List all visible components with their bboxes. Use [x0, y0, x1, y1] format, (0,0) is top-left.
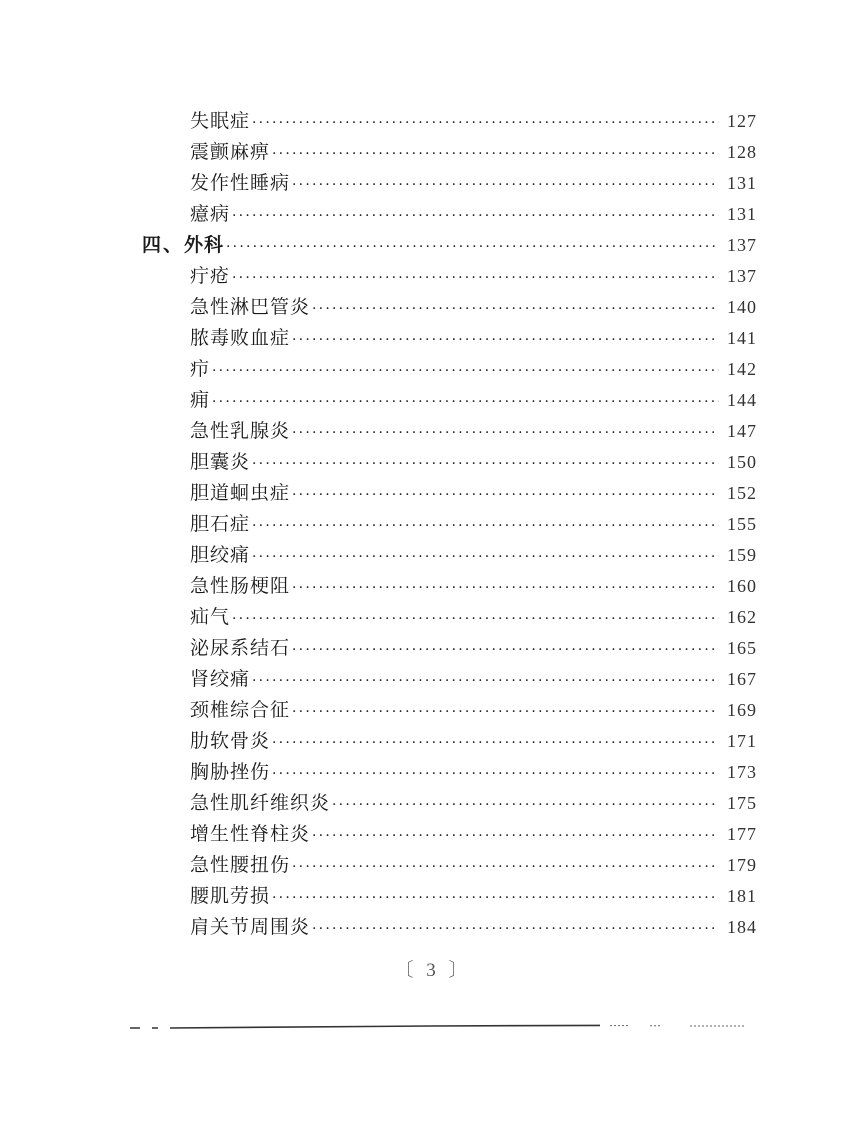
toc-entry	[142, 199, 757, 230]
toc-entry	[142, 354, 757, 385]
toc-section-title: 外科	[184, 234, 225, 256]
toc-entry-page: 173	[727, 762, 757, 782]
dot-leader	[292, 480, 719, 511]
toc-entry	[142, 788, 757, 819]
toc-entry-page: 131	[727, 204, 757, 224]
toc-entry-page: 137	[727, 266, 757, 286]
dot-leader	[292, 170, 719, 201]
toc-entry-title: 癔病	[190, 203, 231, 225]
toc-entry-page: 142	[727, 359, 757, 379]
toc-entry-page: 167	[727, 669, 757, 689]
toc-entry-title: 胆石症	[190, 513, 251, 535]
toc-entry-page: 160	[727, 576, 757, 596]
dot-leader	[252, 449, 719, 480]
toc-entry-title: 肾绞痛	[190, 668, 251, 690]
dot-leader	[232, 201, 719, 232]
dot-leader	[272, 883, 719, 914]
toc-entry-page: 162	[727, 607, 757, 627]
toc-entry	[142, 726, 757, 757]
toc-entry	[142, 137, 757, 168]
toc-entry-page: 144	[727, 390, 757, 410]
toc-entry	[142, 509, 757, 540]
toc-entry-title: 急性肠梗阻	[190, 575, 291, 597]
toc-entry-page: 137	[727, 235, 757, 255]
dot-leader	[226, 232, 719, 263]
toc-entry	[142, 385, 757, 416]
toc-entry-page: 181	[727, 886, 757, 906]
toc-entry	[142, 261, 757, 292]
toc-entry-page: 131	[727, 173, 757, 193]
toc-entry-page: 152	[727, 483, 757, 503]
dot-leader	[292, 573, 719, 604]
dot-leader	[292, 635, 719, 666]
toc-entry-page: 159	[727, 545, 757, 565]
toc-section-heading	[142, 230, 757, 261]
toc-entry	[142, 478, 757, 509]
dot-leader	[272, 139, 719, 170]
dot-leader	[252, 108, 719, 139]
toc-entry	[142, 664, 757, 695]
toc-entry-title: 急性淋巴管炎	[190, 296, 311, 318]
toc-entry-title: 痈	[190, 389, 211, 411]
dot-leader	[292, 418, 719, 449]
dot-leader	[252, 666, 719, 697]
toc-entry	[142, 292, 757, 323]
scan-edge-artifact	[130, 1024, 750, 1030]
dot-leader	[292, 852, 719, 883]
toc-entry-page: 147	[727, 421, 757, 441]
toc-entry-title: 胆囊炎	[190, 451, 251, 473]
toc-entry-page: 175	[727, 793, 757, 813]
toc-entry	[142, 850, 757, 881]
toc-entry-page: 150	[727, 452, 757, 472]
toc-entry-title: 胸胁挫伤	[190, 761, 271, 783]
toc-entry-title: 腰肌劳损	[190, 885, 271, 907]
dot-leader	[312, 914, 719, 945]
toc-entry-page: 127	[727, 111, 757, 131]
toc-entry-page: 184	[727, 917, 757, 937]
toc-entry-title: 震颤麻痹	[190, 141, 271, 163]
toc-entry	[142, 571, 757, 602]
toc-entry-title: 疔疮	[190, 265, 231, 287]
toc-entry	[142, 912, 757, 943]
toc-entry-title: 胆道蛔虫症	[190, 482, 291, 504]
dot-leader	[232, 263, 719, 294]
toc-entry-title: 急性腰扭伤	[190, 854, 291, 876]
toc-entry	[142, 323, 757, 354]
toc-entry	[142, 416, 757, 447]
dot-leader	[332, 790, 719, 821]
toc-entry-title: 发作性睡病	[190, 172, 291, 194]
dot-leader	[312, 821, 719, 852]
toc-entry	[142, 602, 757, 633]
dot-leader	[272, 728, 719, 759]
toc-entry-title: 急性乳腺炎	[190, 420, 291, 442]
toc-entry-page: 128	[727, 142, 757, 162]
toc-entry-title: 肋软骨炎	[190, 730, 271, 752]
toc-entry-page: 140	[727, 297, 757, 317]
toc-entry	[142, 106, 757, 137]
dot-leader	[212, 356, 719, 387]
toc-section-number: 四、	[142, 234, 185, 256]
toc-entry	[142, 540, 757, 571]
toc-entry	[142, 881, 757, 912]
toc-entry-page: 165	[727, 638, 757, 658]
dot-leader	[272, 759, 719, 790]
toc-entry-title: 疖	[190, 358, 211, 380]
toc-entry-page: 169	[727, 700, 757, 720]
toc-entry	[142, 447, 757, 478]
toc-entry-title: 疝气	[190, 606, 231, 628]
toc-entry-title: 泌尿系结石	[190, 637, 291, 659]
dot-leader	[292, 325, 719, 356]
toc-entry	[142, 168, 757, 199]
toc-entry	[142, 819, 757, 850]
toc-entry-title: 急性肌纤维织炎	[190, 792, 331, 814]
dot-leader	[212, 387, 719, 418]
toc-entry-title: 肩关节周围炎	[190, 916, 311, 938]
toc-entry	[142, 695, 757, 726]
toc-entry-page: 155	[727, 514, 757, 534]
toc-entry-title: 增生性脊柱炎	[190, 823, 311, 845]
toc-entry-page: 179	[727, 855, 757, 875]
dot-leader	[232, 604, 719, 635]
toc-entry-page: 177	[727, 824, 757, 844]
toc-entry-page: 141	[727, 328, 757, 348]
table-of-contents	[142, 106, 757, 943]
toc-entry-page: 171	[727, 731, 757, 751]
toc-entry	[142, 757, 757, 788]
page-number: 〔 3 〕	[394, 960, 472, 981]
dot-leader	[252, 511, 719, 542]
toc-entry-title: 胆绞痛	[190, 544, 251, 566]
toc-entry-title: 颈椎综合征	[190, 699, 291, 721]
toc-entry	[142, 633, 757, 664]
toc-entry-title: 失眠症	[190, 110, 251, 132]
dot-leader	[252, 542, 719, 573]
dot-leader	[292, 697, 719, 728]
dot-leader	[312, 294, 719, 325]
toc-entry-title: 脓毒败血症	[190, 327, 291, 349]
